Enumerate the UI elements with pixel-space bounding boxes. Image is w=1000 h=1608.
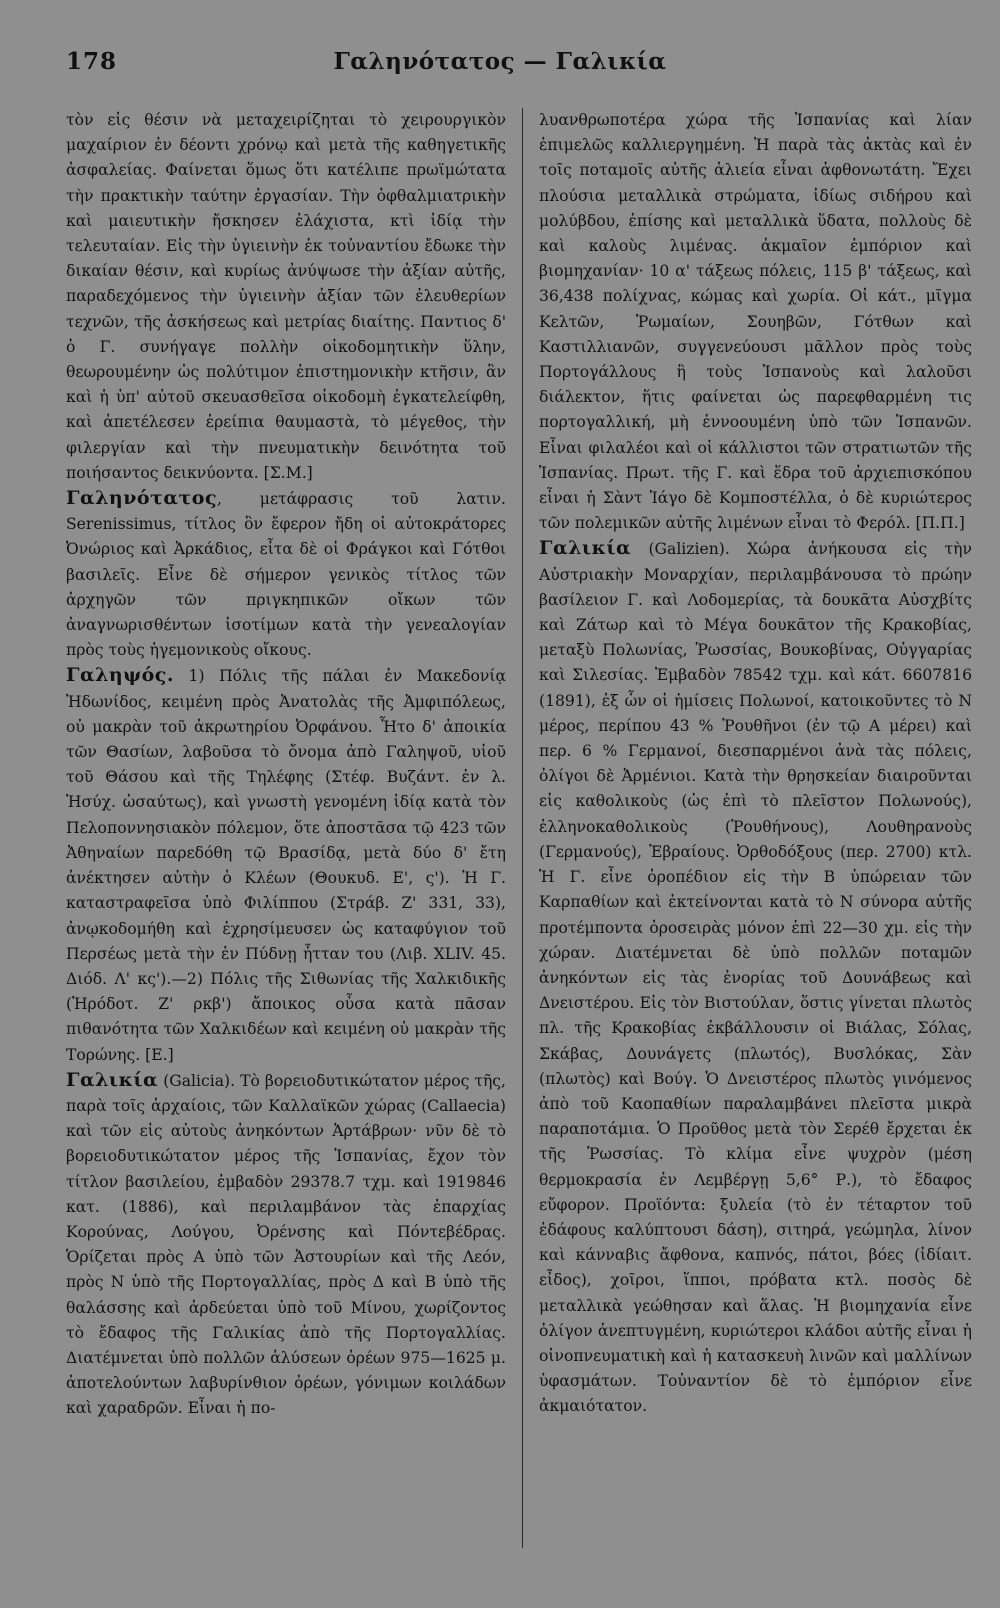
column-divider <box>522 108 523 1548</box>
entry-text: τὸν εἰς θέσιν νὰ μεταχειρίζηται τὸ χειρουργικὸν μαχαίριον ἐν δέοντι χρόνῳ καὶ μετὰ τῆς καθηγετικῆς ἀσφαλείας. Φαίνεται ὅμως ὅτι κατέλιπε πρωϊμώτατα τὴν πρακτικὴν ταύτην ἐργασίαν. Τὴν ὀφθαλμιατρικὴν καὶ μαιευτικὴν ἤσκησεν ἐλάχιστα, κτὶ ἰδίᾳ τὴν τελευταίαν. Εἰς τὴν ὑγιεινὴν ἐκ τοὐναντίου ἔδωκε τὴν δικαίαν θέσιν, καὶ κυρίως ἀνύψωσε τὴν ἀξίαν αὐτῆς, παραδεχόμενος τὴν ὑγιεινὴν ἀξίαν τῶν ἐλευθερίων τεχνῶν, τῆς ἀσκήσεως καὶ μετρίας διαίτης. Παντιος δ' ὁ Γ. συνήγαγε πολλὴν οἰκοδομητικὴν ὕλην, θεωρουμένην ὡς πολύτιμον ἐπιστημονικὴν κτῆσιν, ἂν καὶ ἡ ὑπ' αὐτοῦ σκευασθεῖσα οἰκοδομὴ ἐγκατελείφθη, καὶ ἀπετέλεσεν ἐρείπια θαυμαστὰ, τὸ μέγεθος, τὴν φιλεργίαν καὶ τὴν πνευματικὴν δεινότητα τοῦ ποιήσαντος δεικνύοντα. [Σ.Μ.] <box>66 111 506 482</box>
entry-headword: Γαλικία <box>539 537 632 560</box>
entry-text: 1) Πόλις τῆς πάλαι ἐν Μακεδονίᾳ Ἠδωνίδος, κειμένη πρὸς Ἀνατολὰς τῆς Ἀμφιπόλεως, οὐ μακρὰν τοῦ ἀκρωτηρίου Ὀρφάνου. Ἦτο δ' ἀποικία τῶν Θασίων, λαβοῦσα τὸ ὄνομα ἀπὸ Γαληψοῦ, υἱοῦ τοῦ Θάσου καὶ τῆς Τηλέφης (Στέφ. Βυζάντ. ἐν λ. Ἡσύχ. ὡσαύτως), καὶ γνωστὴ γενομένη ἰδίᾳ κατὰ τὸν Πελοποννησιακὸν πόλεμον, ὅτε ἀποστᾶσα τῷ 423 τῶν Ἀθηναίων παρεδόθη τῷ Βρασίδᾳ, μετὰ δύο δ' ἔτη ἀνέκτησεν αὐτὴν ὁ Κλέων (Θουκυδ. Ε', ς'). Ἡ Γ. καταστραφεῖσα ὑπὸ Φιλίππου (Στράβ. Ζ' 331, 33), ἀνῳκοδομήθη καὶ ἐχρησίμευσεν ὡς καταφύγιον τοῦ Περσέως μετὰ τὴν ἐν Πύδνῃ ἧτταν του (Λιβ. XLIV. 45. Διόδ. Λ' κς').—2) Πόλις τῆς Σιθωνίας τῆς Χαλκιδικῆς (Ἡρόδοτ. Ζ' ρκβ') ἄποικος οὖσα κατὰ πᾶσαν πιθανότητα τῶν Χαλκιδέων καὶ κειμένη οὐ μακρὰν τῆς Τορώνης. [Ε.] <box>66 667 506 1064</box>
entry-galinotatos <box>66 486 506 663</box>
running-head: Γαληνότατος — Γαλικία <box>333 48 667 75</box>
entry-text: λυανθρωποτέρα χώρα τῆς Ἱσπανίας καὶ λίαν ἐπιμελῶς καλλιεργημένη. Ἡ παρὰ τὰς ἀκτὰς καὶ ἐν τοῖς ποταμοῖς αὐτῆς ἁλιεία εἶναι ἀφθονωτάτη. Ἔχει πλούσια μεταλλικὰ στρώματα, ἰδίως σιδήρου καὶ μολύβδου, ἐπίσης καὶ μεταλλικὰ ὕδατα, πολλοὺς δὲ καὶ καλοὺς λιμένας. ἀκμαῖον ἐμπόριον καὶ βιομηχανίαν· 10 α' τάξεως πόλεις, 115 β' τάξεως, καὶ 36,438 πολίχνας, κώμας καὶ χωρία. Οἱ κάτ., μῖγμα Κελτῶν, Ῥωμαίων, Σουηβῶν, Γότθων καὶ Καστιλλιανῶν, συγγενεύουσι μᾶλλον πρὸς τοὺς Πορτογάλλους ἢ τοὺς Ἱσπανοὺς καὶ λαλοῦσι διάλεκτον, ἥτις φαίνεται ὡς παρεφθαρμένη τις πορτογαλλική, μὴ ἐννοουμένη ὑπὸ τῶν Ἱσπανῶν. Εἶναι φιλαλέοι καὶ οἱ κάλλιστοι τῶν στρατιωτῶν τῆς Ἱσπανίας. Πρωτ. τῆς Γ. καὶ ἕδρα τοῦ ἀρχιεπισκόπου εἶναι ἡ Σὰντ Ἰάγο δὲ Κομποστέλλα, ὁ δὲ κυριώτερος τῶν πολεμικῶν αὐτῆς λιμένων εἶναι τὸ Φερόλ. [Π.Π.] <box>539 111 972 533</box>
entry-text: (Galicia). Τὸ βορειοδυτικώτατον μέρος τῆς, παρὰ τοῖς ἀρχαίοις, τῶν Καλλαϊκῶν χώρας (Callaecia) καὶ τῶν εἰς αὐτοὺς ἀνηκόντων Ἀρτάβρων· νῦν δὲ τὸ βορειοδυτικώτατον μέρος τῆς Ἱσπανίας, ἔχον τὸν τίτλον βασιλείου, ἐμβαδὸν 29378.7 τχμ. καὶ 1919846 κατ. (1886), καὶ περιλαμβάνον τὰς ἐπαρχίας Κορούνας, Λούγου, Ὀρένσης καὶ Πόντεβέδρας. Ὁρίζεται πρὸς Α ὑπὸ τῶν Ἀστουρίων καὶ τῆς Λεόν, πρὸς Ν ὑπὸ τῆς Πορτογαλλίας, πρὸς Δ καὶ Β ὑπὸ τῆς θαλάσσης καὶ ἀρδεύεται ὑπὸ τοῦ Μίνου, χωρίζοντος τὸ ἔδαφος τῆς Γαλικίας ἀπὸ τῆς Πορτογαλλίας. Διατέμνεται ὑπὸ πολλῶν ἀλύσεων ὀρέων 975—1625 μ. ἀποτελούντων λαβυρίνθιον ὀρέων, γόνιμων κοιλάδων καὶ χαραδρῶν. Εἶναι ἡ πο- <box>66 1071 506 1418</box>
entry-galipsos <box>66 663 506 1067</box>
page-number: 178 <box>66 48 118 75</box>
entry-continuation <box>539 108 972 536</box>
right-column <box>539 108 972 1420</box>
entry-galikia-galicia <box>66 1068 506 1422</box>
entry-text: (Galizien). Χώρα ἀνήκουσα εἰς τὴν Αὐστριακὴν Μοναρχίαν, περιλαμβάνουσα τὸ πρώην βασίλειον Γ. καὶ Λοδομερίας, τὰ δουκᾶτα Αὐσχβίτς καὶ Ζάτωρ καὶ τὸ Μέγα δουκᾶτον τῆς Κρακοβίας, μεταξὺ Πολωνίας, Ῥωσσίας, Βουκοβίνας, Οὐγγαρίας καὶ Σιλεσίας. Ἐμβαδὸν 78542 τχμ. καὶ κάτ. 6607816 (1891), ἐξ ὧν οἱ ἡμίσεις Πολωνοί, κατοικοῦντες τὸ Ν μέρος, περίπου 43 % Ῥουθῆνοι (ἐν τῷ Α μέρει) καὶ περ. 6 % Γερμανοί, διεσπαρμένοι ἀνὰ τὰς πόλεις, ὀλίγοι δὲ Ἀρμένιοι. Κατὰ τὴν θρησκείαν διαιροῦνται εἰς καθολικοὺς (ὡς ἐπὶ τὸ πλεῖστον Πολωνούς), ἑλληνοκαθολικοὺς (Ῥουθήνους), Λουθηρανοὺς (Γερμανούς), Ἑβραίους. Ὀρθοδόξους (περ. 2700) κτλ. Ἡ Γ. εἶνε ὀροπέδιον εἰς τὴν Β ὑπώρειαν τῶν Καρπαθίων καὶ ἐκτείνονται κατὰ τὸ Ν σύνορα αὐτῆς προτέμποντα ὀροσειρὰς μόνον ἐπὶ 22—30 χμ. εἰς τὴν χώραν. Διατέμνεται δὲ ὑπὸ πολλῶν ποταμῶν ἀνηκόντων εἰς τὰς ἐνορίας τοῦ Δουνάβεως καὶ Δνειστέρου. Εἰς τὸν Βιστούλαν, ὅστις γίνεται πλωτὸς πλ. τῆς Κρακοβίας ἐκβάλλουσιν οἱ Βιάλας, Σόλας, Σκάβας, Δουνάγετς (πλωτός), Βυσλόκας, Σὰν (πλωτὸς) καὶ Βούγ. Ὁ Δνειστέρος πλωτὸς γινόμενος ἀπὸ τοῦ Καοπαθίων παραλαμβάνει πλεῖστα μικρὰ παραποτάμια. Ὁ Προῦθος μετὰ τὸν Σερέθ ἔρχεται ἐκ τῆς Ῥωσσίας. Τὸ κλίμα εἶνε ψυχρὸν (μέση θερμοκρασία ἐν Λεμβέργῃ 5,6° Ρ.), τὸ ἔδαφος εὔφορον. Προϊόντα: ξυλεία (τὸ ἐν τέταρτον τοῦ ἐδάφους καλύπτουσι δάση), σιτηρά, γεώμηλα, λίνον καὶ κάνναβις ἄφθονα, καπνός, πάτοι, βόες (ἰδίαιτ. εἶδος), χοῖροι, ἵπποι, πρόβατα κτλ. ποσὸς δὲ μεταλλικὰ γεώθησαν καὶ ἅλας. Ἡ βιομηχανία εἶνε ὀλίγον ἀνεπτυγμένη, κυριώτεροι κλάδοι αὐτῆς εἶναι ἡ οἰνοπνευματικὴ καὶ ἡ κατασκευὴ λινῶν καὶ μαλλίνων ὑφασμάτων. Τοὐναντίον δὲ τὸ ἐμπόριον εἶνε ἀκμαιότατον. <box>539 540 972 1416</box>
entry-continuation <box>66 108 506 486</box>
entry-galikia-galizien <box>539 536 972 1419</box>
entry-headword: Γαληψός. <box>66 664 174 687</box>
left-column <box>66 108 506 1422</box>
entry-text: , μετάφρασις τοῦ λατιν. Serenissimus, τίτλος ὃν ἔφερον ἤδη οἱ αὐτοκράτορες Ὀνώριος καὶ Ἀρκάδιος, εἶτα δὲ οἱ Φράγκοι καὶ Γότθοι βασιλεῖς. Εἶνε δὲ σήμερον γενικὸς τίτλος τῶν ἀρχηγῶν τῶν πριγκηπικῶν οἴκων τῶν ἀναγνωρισθέντων ἰσοτίμων κατὰ τὴν γενεαλογίαν πρὸς τοὺς ἡγεμονικοὺς οἴκους. <box>66 490 506 660</box>
entry-headword: Γαληνότατος <box>66 487 218 510</box>
entry-headword: Γαλικία <box>66 1068 159 1091</box>
